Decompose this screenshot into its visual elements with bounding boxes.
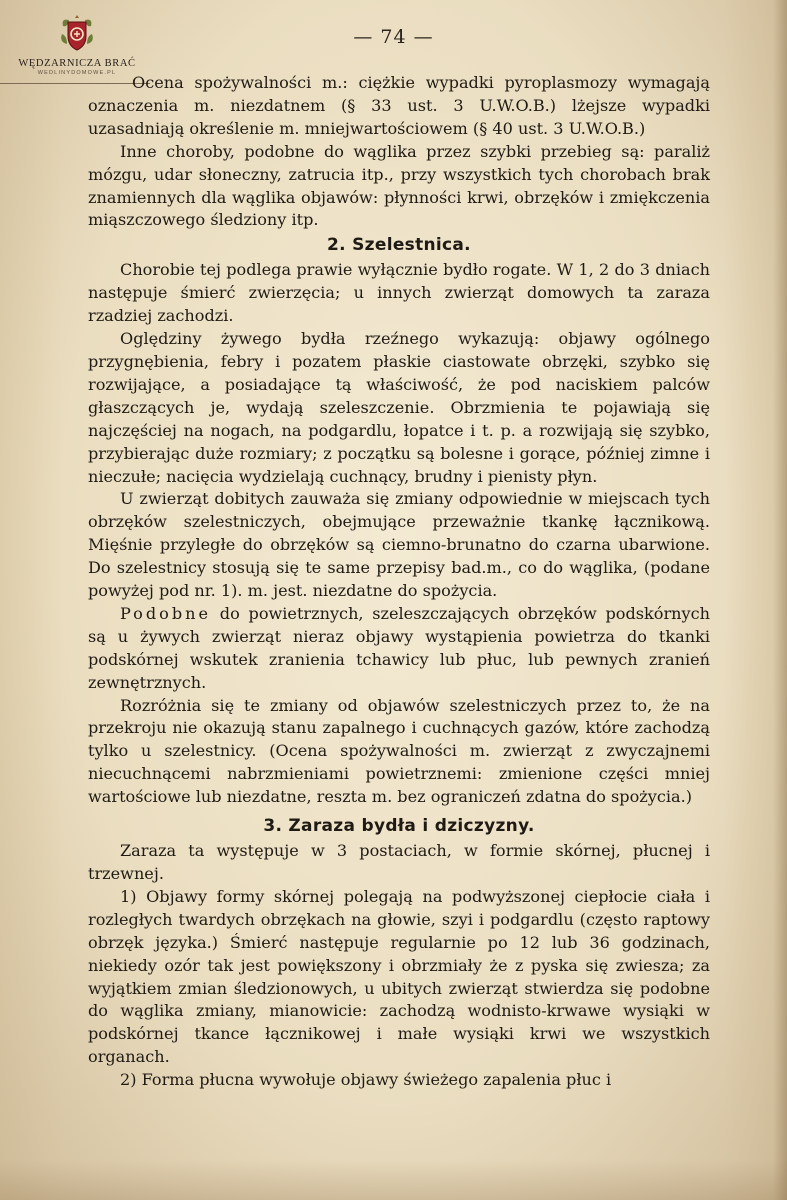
page-body — [88, 72, 710, 1092]
paragraph-zaraza-postacie: Zaraza ta występuje w 3 postaciach, w formie skórnej, płucnej i trzewnej. — [88, 841, 710, 883]
section-heading-zaraza-bydla: 3. Zaraza bydła i dziczyzny. — [263, 816, 535, 837]
paragraph-szelestnica-intro: Chorobie tej podlega prawie wyłącznie bydło rogate. W 1, 2 do 3 dniach następuje śmierć zwierzęcia; u innych zwierząt domowych ta zaraza rzadziej zachodzi. — [88, 260, 710, 326]
page-edge-shadow — [773, 0, 787, 1200]
paragraph-rozroznia: Rozróżnia się te zmiany od objawów szelestniczych przez to, że na przekroju nie okazują stanu zapalnego i cuchnących gazów, które zachodzą tylko u szelestnicy. (Ocena spożywalności m. zwierząt z zwyczajnemi niecuchnącemi nabrzmieniami powietrznemi: zmienione części mniej wartościowe lub niezdatne, reszta m. bez ograniczeń zdatna do spożycia.) — [88, 695, 710, 807]
paragraph-forma-plucna: 2) Forma płucna wywołuje objawy świeżego zapalenia płuc i — [120, 1070, 612, 1090]
paragraph-ocena-pyroplasmozy: Ocena spożywalności m.: ciężkie wypadki pyroplasmozy wymagają oznaczenia m. niezdatnem (§ 33 ust. 3 U.W.O.B.) lżejsze wypadki uzasadniają określenie m. mniejwartościowem (§ 40 ust. 3 U.W.O.B.) — [88, 73, 710, 138]
paragraph-podobne-text: do powietrznych, szeleszczających obrzęków podskórnych są u żywych zwierząt nieraz objawy wystąpienia powietrza do tkanki podskórnej wskutek zranienia tchawicy lub płuc, lub pewnych zranień zewnętrznych. — [88, 603, 710, 692]
paragraph-ogledziny: Oględziny żywego bydła rzeźnego wykazują: objawy ogólnego przygnębienia, febry i pozatem płaskie ciastowate obrzęki, szybko się rozwijające, a posiadające tą właściwość, że pod naciskiem palców głaszczących je, wydają szeleszczenie. Obrzmienia te pojawiają się najczęściej na nogach, na podgardlu, łopatce i t. p. a rozwijają się szybko, przybierając duże rozmiary; z początku są bolesne i gorące, później zimne i nieczułe; nacięcia wydzielają cuchnący, brudny i pienisty płyn. — [88, 329, 710, 486]
section-heading-szelestnica: 2. Szelestnica. — [327, 235, 471, 256]
logo-title: WĘDZARNICZA BRAĆ — [18, 58, 136, 69]
paragraph-zwierzeta-dobite: U zwierząt dobitych zauważa się zmiany odpowiednie w miejscach tych obrzęków szelestniczych, obejmujące przeważnie tkankę łącznikową. Mięśnie przyległe do obrzęków są ciemno-brunatno do czarna ubarwione. Do szelestnicy stosują się te same przepisy bad.m., co do wąglika, (podane powyżej pod nr. 1). m. jest. niezdatne do spożycia. — [88, 489, 710, 601]
page-number: — 74 — — [353, 26, 434, 48]
emphasis-podobne: Podobne — [120, 603, 212, 623]
paragraph-forma-skorna: 1) Objawy formy skórnej polegają na podwyższonej ciepłocie ciała i rozległych twardych obrzękach na głowie, szyi i podgardlu (często raptowy obrzęk języka.) Śmierć następuje regularnie po 12 lub 36 godzinach, niekiedy ozór tak jest powiększony i obrzmiały że z pyska się zwiesza; za wyjątkiem zmian śledzionowych, u ubitych zwierząt stwierdza się podobne do wąglika zmiany, mianowicie: zachodzą wodnisto-krwawe wysiąki w podskórnej tkance łącznikowej i małe wysiąki krwi we wszystkich organach. — [88, 886, 710, 1067]
logo-subtitle: WEDLINYDOMOWE.PL — [37, 70, 117, 76]
paragraph-podobne — [88, 603, 710, 695]
page-bottom-shadow — [0, 1160, 787, 1200]
paragraph-inne-choroby: Inne choroby, podobne do wąglika przez szybki przebieg są: paraliż mózgu, udar słoneczny, zatrucia itp., przy wszystkich tych chorobach brak znamiennych dla wąglika objawów: płynności krwi, obrzęków i zmiękczenia miąszczowego śledziony itp. — [88, 141, 710, 230]
